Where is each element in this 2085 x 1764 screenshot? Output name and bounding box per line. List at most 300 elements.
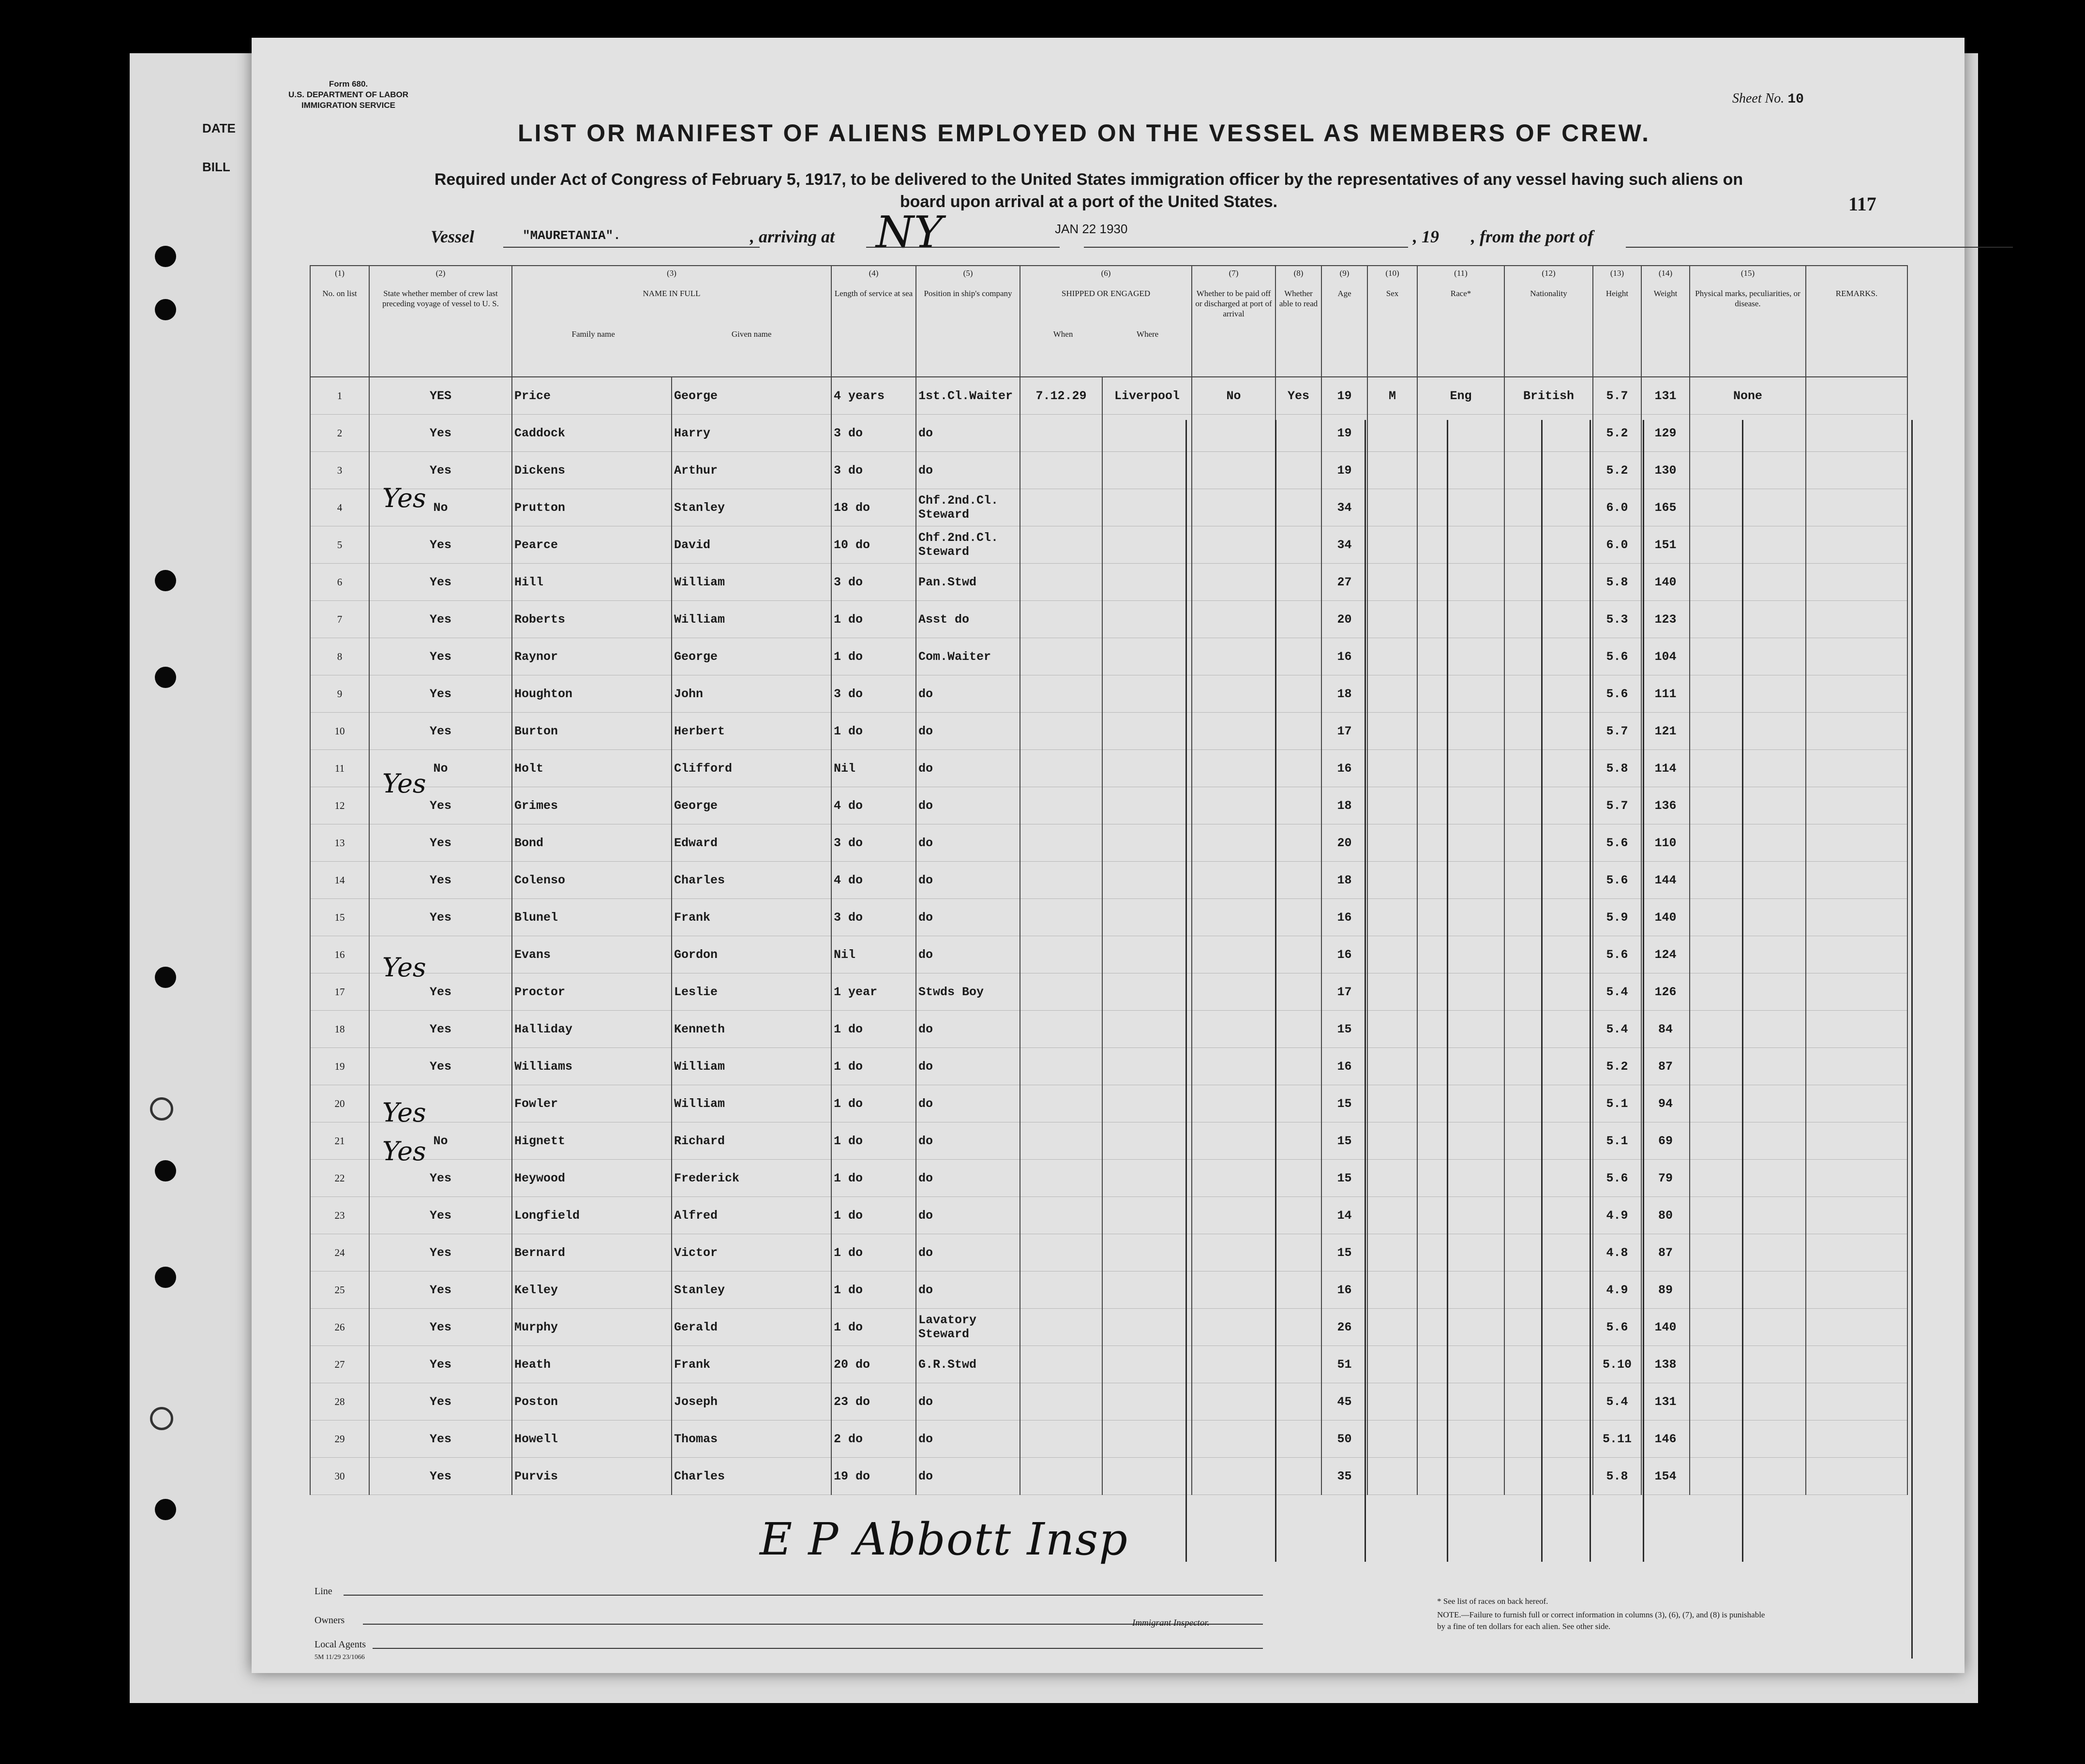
cell-nat <box>1504 824 1593 862</box>
cell-paid <box>1192 787 1275 824</box>
cell-marks <box>1690 750 1806 787</box>
cell-read <box>1275 1346 1321 1383</box>
binder-hole <box>155 967 176 988</box>
cell-when <box>1020 638 1102 675</box>
ditto-line <box>1447 420 1448 1562</box>
cell-state: Yes <box>369 1383 512 1420</box>
cell-given: Frank <box>672 899 831 936</box>
cell-paid <box>1192 489 1275 526</box>
cell-paid <box>1192 824 1275 862</box>
cell-remarks <box>1806 713 1907 750</box>
cell-where <box>1102 824 1192 862</box>
ditto-line <box>1742 420 1743 1562</box>
cell-position: Stwds Boy <box>916 973 1020 1011</box>
cell-read <box>1275 862 1321 899</box>
cell-age: 18 <box>1321 862 1367 899</box>
cell-race <box>1417 1085 1504 1122</box>
cell-height: 5.6 <box>1593 824 1641 862</box>
cell-height: 5.6 <box>1593 1160 1641 1197</box>
cell-family: Caddock <box>512 415 672 452</box>
date-stamp: JAN 22 1930 <box>1055 222 1128 236</box>
cell-remarks <box>1806 1197 1907 1234</box>
cell-read <box>1275 1085 1321 1122</box>
cell-given: Clifford <box>672 750 831 787</box>
cell-weight: 140 <box>1641 1309 1690 1346</box>
cell-nat <box>1504 1383 1593 1420</box>
cell-state: Yes <box>369 452 512 489</box>
cell-height: 5.6 <box>1593 1309 1641 1346</box>
cell-height: 5.2 <box>1593 452 1641 489</box>
cell-family: Hignett <box>512 1122 672 1160</box>
cell-state: Yes <box>369 973 512 1011</box>
cell-position: Lavatory Steward <box>916 1309 1020 1346</box>
cell-state: Yes <box>369 1346 512 1383</box>
cell-read <box>1275 1458 1321 1495</box>
cell-position: do <box>916 936 1020 973</box>
cell-nat <box>1504 787 1593 824</box>
cell-state: No <box>369 750 512 787</box>
cell-sex <box>1367 1122 1417 1160</box>
cell-weight: 69 <box>1641 1122 1690 1160</box>
cell-family: Dickens <box>512 452 672 489</box>
cell-marks <box>1690 675 1806 713</box>
arriving-label: , arriving at <box>750 227 835 246</box>
vessel-rule <box>503 247 760 248</box>
cell-height: 6.0 <box>1593 526 1641 564</box>
table-row <box>310 452 1907 489</box>
cell-no: 22 <box>310 1160 369 1197</box>
cell-when <box>1020 526 1102 564</box>
cell-given: William <box>672 601 831 638</box>
cell-remarks <box>1806 1048 1907 1085</box>
cell-where <box>1102 526 1192 564</box>
cell-paid <box>1192 750 1275 787</box>
cell-when <box>1020 452 1102 489</box>
table-row <box>310 601 1907 638</box>
cell-remarks <box>1806 1122 1907 1160</box>
cell-no: 2 <box>310 415 369 452</box>
cell-given: Gerald <box>672 1309 831 1346</box>
cell-no: 25 <box>310 1271 369 1309</box>
cell-sex <box>1367 526 1417 564</box>
cell-where <box>1102 1234 1192 1271</box>
cell-race <box>1417 1234 1504 1271</box>
cell-length: 3 do <box>831 415 916 452</box>
footer-line-rule <box>344 1595 1263 1596</box>
cell-nat <box>1504 675 1593 713</box>
cell-read <box>1275 1309 1321 1346</box>
cell-state: Yes <box>369 1234 512 1271</box>
ditto-line <box>1275 420 1276 1562</box>
cell-state: Yes <box>369 526 512 564</box>
footer-agents-rule <box>373 1648 1263 1649</box>
cell-sex <box>1367 1420 1417 1458</box>
binder-hole <box>155 246 176 267</box>
cell-read <box>1275 564 1321 601</box>
cell-length: 3 do <box>831 564 916 601</box>
cell-read <box>1275 1383 1321 1420</box>
cell-height: 5.6 <box>1593 638 1641 675</box>
cell-where <box>1102 787 1192 824</box>
cell-when <box>1020 1085 1102 1122</box>
cell-paid <box>1192 452 1275 489</box>
cell-race <box>1417 824 1504 862</box>
cell-height: 5.4 <box>1593 1011 1641 1048</box>
cell-read <box>1275 1160 1321 1197</box>
cell-read <box>1275 1197 1321 1234</box>
cell-sex <box>1367 452 1417 489</box>
cell-height: 5.7 <box>1593 377 1641 415</box>
cell-race <box>1417 1160 1504 1197</box>
col-no-header: (1) No. on list <box>310 266 369 377</box>
cell-paid <box>1192 973 1275 1011</box>
cell-position: do <box>916 787 1020 824</box>
cell-nat <box>1504 564 1593 601</box>
cell-given: Kenneth <box>672 1011 831 1048</box>
cell-read: Yes <box>1275 377 1321 415</box>
cell-remarks <box>1806 1085 1907 1122</box>
cell-length: 1 year <box>831 973 916 1011</box>
cell-paid <box>1192 1122 1275 1160</box>
ditto-line <box>1365 420 1366 1562</box>
cell-race <box>1417 1458 1504 1495</box>
cell-nat <box>1504 973 1593 1011</box>
cell-weight: 104 <box>1641 638 1690 675</box>
cell-position: do <box>916 1085 1020 1122</box>
cell-read <box>1275 899 1321 936</box>
cell-height: 5.6 <box>1593 862 1641 899</box>
cell-sex <box>1367 638 1417 675</box>
cell-weight: 140 <box>1641 899 1690 936</box>
cell-remarks <box>1806 1234 1907 1271</box>
cell-nat <box>1504 1309 1593 1346</box>
cell-when <box>1020 899 1102 936</box>
cell-family: Houghton <box>512 675 672 713</box>
cell-state: Yes <box>369 638 512 675</box>
cell-paid: No <box>1192 377 1275 415</box>
cell-family: Purvis <box>512 1458 672 1495</box>
cell-weight: 89 <box>1641 1271 1690 1309</box>
cell-given: Frank <box>672 1346 831 1383</box>
cell-where <box>1102 1383 1192 1420</box>
cell-race <box>1417 1122 1504 1160</box>
cell-height: 5.7 <box>1593 713 1641 750</box>
table-row <box>310 862 1907 899</box>
cell-family: Halliday <box>512 1011 672 1048</box>
cell-marks <box>1690 1458 1806 1495</box>
col-length-header: (4) Length of service at sea <box>831 266 916 377</box>
cell-paid <box>1192 1271 1275 1309</box>
table-row <box>310 489 1907 526</box>
cell-family: Colenso <box>512 862 672 899</box>
cell-state: Yes <box>369 824 512 862</box>
cell-position: do <box>916 750 1020 787</box>
cell-race <box>1417 1271 1504 1309</box>
cell-when <box>1020 1458 1102 1495</box>
cell-when <box>1020 1309 1102 1346</box>
cell-read <box>1275 1048 1321 1085</box>
cell-marks <box>1690 526 1806 564</box>
cell-weight: 80 <box>1641 1197 1690 1234</box>
cell-position: do <box>916 899 1020 936</box>
cell-given: George <box>672 638 831 675</box>
cell-when <box>1020 713 1102 750</box>
cell-sex <box>1367 973 1417 1011</box>
cell-no: 23 <box>310 1197 369 1234</box>
cell-nat <box>1504 1458 1593 1495</box>
cell-age: 19 <box>1321 415 1367 452</box>
manifest-sheet <box>252 38 1965 1673</box>
cell-length: 1 do <box>831 1197 916 1234</box>
table-row <box>310 899 1907 936</box>
cell-marks <box>1690 1085 1806 1122</box>
cell-nat <box>1504 750 1593 787</box>
cell-age: 16 <box>1321 899 1367 936</box>
table-row <box>310 1420 1907 1458</box>
cell-remarks <box>1806 862 1907 899</box>
table-row <box>310 787 1907 824</box>
cell-weight: 124 <box>1641 936 1690 973</box>
cell-given: Herbert <box>672 713 831 750</box>
cell-family: Williams <box>512 1048 672 1085</box>
cell-weight: 84 <box>1641 1011 1690 1048</box>
cell-where <box>1102 899 1192 936</box>
table-row <box>310 377 1907 415</box>
cell-height: 5.1 <box>1593 1122 1641 1160</box>
col-race-header: (11) Race* <box>1417 266 1504 377</box>
cell-where <box>1102 415 1192 452</box>
cell-nat <box>1504 1346 1593 1383</box>
cell-marks <box>1690 862 1806 899</box>
cell-marks <box>1690 1160 1806 1197</box>
cell-given: Charles <box>672 862 831 899</box>
cell-marks <box>1690 1309 1806 1346</box>
cell-position: do <box>916 1160 1020 1197</box>
cell-race <box>1417 1309 1504 1346</box>
cell-height: 4.8 <box>1593 1234 1641 1271</box>
cell-where <box>1102 1160 1192 1197</box>
cell-position: do <box>916 824 1020 862</box>
col-height-header: (13) Height <box>1593 266 1641 377</box>
cell-nat <box>1504 452 1593 489</box>
cell-marks <box>1690 787 1806 824</box>
table-row <box>310 936 1907 973</box>
col-weight-header: (14) Weight <box>1641 266 1690 377</box>
cell-marks: None <box>1690 377 1806 415</box>
cell-length: 1 do <box>831 601 916 638</box>
cell-height: 5.2 <box>1593 1048 1641 1085</box>
cell-position: do <box>916 415 1020 452</box>
cell-height: 5.4 <box>1593 1383 1641 1420</box>
cell-marks <box>1690 1048 1806 1085</box>
cell-family: Longfield <box>512 1197 672 1234</box>
cell-when <box>1020 862 1102 899</box>
cell-given: Richard <box>672 1122 831 1160</box>
cell-nat: British <box>1504 377 1593 415</box>
table-row <box>310 1346 1907 1383</box>
cell-family: Prutton <box>512 489 672 526</box>
ditto-line <box>1911 420 1913 1659</box>
cell-given: David <box>672 526 831 564</box>
cell-paid <box>1192 1085 1275 1122</box>
table-row <box>310 973 1907 1011</box>
cell-position: do <box>916 1458 1020 1495</box>
footer-agents-label: Local Agents <box>315 1639 366 1650</box>
cell-remarks <box>1806 415 1907 452</box>
cell-marks <box>1690 824 1806 862</box>
cell-read <box>1275 973 1321 1011</box>
cell-weight: 131 <box>1641 1383 1690 1420</box>
cell-read <box>1275 1122 1321 1160</box>
cell-sex: M <box>1367 377 1417 415</box>
cell-marks <box>1690 936 1806 973</box>
cell-sex <box>1367 713 1417 750</box>
statute-text: Required under Act of Congress of February 5, 1917, to be delivered to the United States immigration officer by the representatives of any vessel having such aliens on board upon arrival at a port of the United States. <box>434 170 1743 211</box>
cell-sex <box>1367 1197 1417 1234</box>
cell-position: do <box>916 675 1020 713</box>
cell-family: Howell <box>512 1420 672 1458</box>
cell-no: 8 <box>310 638 369 675</box>
cell-family: Roberts <box>512 601 672 638</box>
table-row <box>310 1160 1907 1197</box>
cell-family: Poston <box>512 1383 672 1420</box>
cell-age: 16 <box>1321 750 1367 787</box>
cell-paid <box>1192 1458 1275 1495</box>
cell-position: do <box>916 862 1020 899</box>
form-service: IMMIGRATION SERVICE <box>301 101 395 110</box>
col-name-header: (3) NAME IN FULL Family name Given name <box>512 266 831 377</box>
cell-when <box>1020 1048 1102 1085</box>
cell-marks <box>1690 1420 1806 1458</box>
table-row <box>310 824 1907 862</box>
col-age-header: (9) Age <box>1321 266 1367 377</box>
cell-remarks <box>1806 1383 1907 1420</box>
cell-when <box>1020 1011 1102 1048</box>
cell-paid <box>1192 899 1275 936</box>
cell-when <box>1020 824 1102 862</box>
cell-family: Murphy <box>512 1309 672 1346</box>
cell-sex <box>1367 1346 1417 1383</box>
cell-height: 4.9 <box>1593 1197 1641 1234</box>
table-row <box>310 1271 1907 1309</box>
cell-paid <box>1192 1346 1275 1383</box>
cell-remarks <box>1806 824 1907 862</box>
cell-nat <box>1504 936 1593 973</box>
cell-read <box>1275 452 1321 489</box>
cell-age: 19 <box>1321 452 1367 489</box>
cell-weight: 130 <box>1641 452 1690 489</box>
cell-family: Fowler <box>512 1085 672 1122</box>
cell-weight: 144 <box>1641 862 1690 899</box>
cell-nat <box>1504 1271 1593 1309</box>
cell-age: 16 <box>1321 1271 1367 1309</box>
cell-weight: 129 <box>1641 415 1690 452</box>
cell-state: Yes <box>369 787 512 824</box>
table-row <box>310 1011 1907 1048</box>
cell-where <box>1102 1309 1192 1346</box>
binder-hole <box>155 299 176 320</box>
cell-where <box>1102 675 1192 713</box>
cell-remarks <box>1806 1011 1907 1048</box>
handwritten-yes-row21: Yes <box>382 1136 426 1166</box>
cell-sex <box>1367 1011 1417 1048</box>
cell-family: Burton <box>512 713 672 750</box>
cell-where <box>1102 1346 1192 1383</box>
cell-family: Holt <box>512 750 672 787</box>
cell-remarks <box>1806 1346 1907 1383</box>
cell-nat <box>1504 862 1593 899</box>
page-number: 117 <box>1848 193 1876 215</box>
cell-remarks <box>1806 675 1907 713</box>
cell-race <box>1417 1048 1504 1085</box>
cell-family: Raynor <box>512 638 672 675</box>
where-header: Where <box>1136 329 1159 339</box>
col-physical-header: (15) Physical marks, peculiarities, or disease. <box>1690 266 1806 377</box>
family-name-header: Family name <box>571 329 615 339</box>
cell-paid <box>1192 1160 1275 1197</box>
cell-where <box>1102 973 1192 1011</box>
cell-state: Yes <box>369 713 512 750</box>
cell-nat <box>1504 1048 1593 1085</box>
cell-nat <box>1504 1234 1593 1271</box>
cell-given: Stanley <box>672 489 831 526</box>
cell-height: 5.6 <box>1593 675 1641 713</box>
table-row <box>310 1458 1907 1495</box>
cell-given: George <box>672 377 831 415</box>
cell-where: Liverpool <box>1102 377 1192 415</box>
ditto-line <box>1643 420 1644 1562</box>
cell-length: 1 do <box>831 1122 916 1160</box>
inspector-label: Immigrant Inspector. <box>1132 1618 1210 1628</box>
cell-age: 15 <box>1321 1085 1367 1122</box>
footer-print-code: 5M 11/29 23/1066 <box>315 1654 365 1661</box>
arriving-port: NY <box>876 207 943 258</box>
cell-marks <box>1690 638 1806 675</box>
cell-weight: 114 <box>1641 750 1690 787</box>
cell-nat <box>1504 899 1593 936</box>
cell-where <box>1102 489 1192 526</box>
cell-length: 1 do <box>831 1085 916 1122</box>
cell-given: Harry <box>672 415 831 452</box>
cell-read <box>1275 787 1321 824</box>
col-state-header: (2) State whether member of crew last preceding voyage of vessel to U. S. <box>369 266 512 377</box>
cell-when <box>1020 1383 1102 1420</box>
cell-no: 12 <box>310 787 369 824</box>
cell-remarks <box>1806 1271 1907 1309</box>
cell-state: Yes <box>369 1458 512 1495</box>
handwritten-yes-row11: Yes <box>382 768 426 799</box>
cell-age: 45 <box>1321 1383 1367 1420</box>
cell-read <box>1275 1234 1321 1271</box>
cell-remarks <box>1806 1420 1907 1458</box>
cell-state: Yes <box>369 415 512 452</box>
cell-marks <box>1690 1234 1806 1271</box>
cell-marks <box>1690 1346 1806 1383</box>
cell-height: 6.0 <box>1593 489 1641 526</box>
cell-given: Stanley <box>672 1271 831 1309</box>
cell-state: Yes <box>369 675 512 713</box>
cell-family: Pearce <box>512 526 672 564</box>
cell-race: Eng <box>1417 377 1504 415</box>
cell-no: 14 <box>310 862 369 899</box>
cell-when <box>1020 415 1102 452</box>
cell-sex <box>1367 675 1417 713</box>
cell-when <box>1020 1160 1102 1197</box>
cell-state: No <box>369 489 512 526</box>
cell-sex <box>1367 1458 1417 1495</box>
cell-weight: 126 <box>1641 973 1690 1011</box>
cell-remarks <box>1806 936 1907 973</box>
